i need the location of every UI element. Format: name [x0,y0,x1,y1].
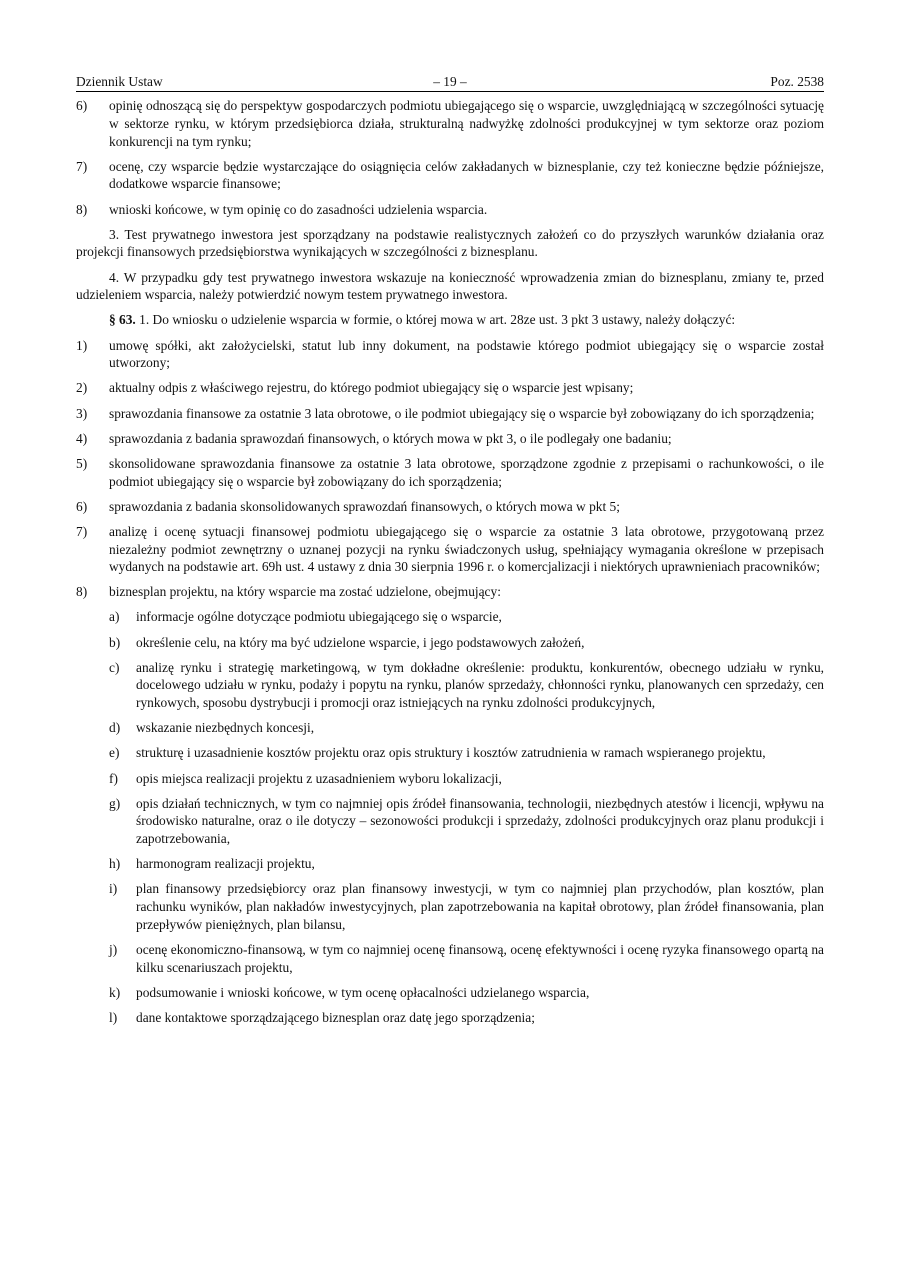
paragraph-3: 3. Test prywatnego inwestora jest sporządzany na podstawie realistycznych założeń co do przyszłych warunków działania oraz projekcji finansowych przedsiębiorstwa wynikających w szczególności z biznesplanu. [76,226,824,260]
subitem-letter: h) [109,856,121,872]
item-number: 5) [76,455,88,471]
item-number: 4) [76,430,88,446]
position-number: Poz. 2538 [770,74,824,89]
item-number: 8) [76,584,88,600]
subitem-text: ocenę ekonomiczno-finansową, w tym co najmniej ocenę finansową, ocenę efektywności i ocenę ryzyka finansowego opartą na kilku scenariuszach projektu, [136,942,824,975]
top-list [76,97,824,218]
subitem-letter: i) [109,881,118,897]
item-number: 6) [76,98,88,113]
business-plan-sublist [76,608,824,1026]
section-63 [76,311,824,329]
sublist-item [109,744,824,762]
sublist-item [109,719,824,737]
list-item [76,498,824,516]
sublist-item [109,659,824,712]
sublist-item [109,1009,824,1027]
item-text: sprawozdania z badania skonsolidowanych sprawozdań finansowych, o których mowa w pkt 5; [109,498,620,514]
subitem-text: opis miejsca realizacji projektu z uzasadnieniem wyboru lokalizacji, [136,770,502,786]
subitem-letter: c) [109,659,120,675]
subitem-letter: a) [109,609,120,625]
item-text: biznesplan projektu, na który wsparcie ma zostać udzielone, obejmujący: [109,584,501,600]
item-text: wnioski końcowe, w tym opinię co do zasadności udzielenia wsparcia. [109,201,488,217]
subitem-letter: l) [109,1010,118,1026]
subitem-text: strukturę i uzasadnienie kosztów projektu oraz opis struktury i kosztów zatrudnienia w ramach wspieranego projektu, [136,745,766,761]
item-text: sprawozdania finansowe za ostatnie 3 lata obrotowe, o ile podmiot ubiegający się o wsparcie był zobowiązany do ich sporządzenia; [109,405,815,421]
subitem-text: analizę rynku i strategię marketingową, w tym dokładne określenie: produktu, konkurentów, obecnego udziału w rynku, docelowego udziału w rynku, podaży i popytu na rynku, planów sprzedaży, chłonności rynku, planowanych cen sprzedaży, cen rynkowych, sposobu dystrybucji i promocji oraz istniejących na rynku zdolności produkcyjnych, [136,659,824,711]
sublist-item [109,855,824,873]
paragraph-4: 4. W przypadku gdy test prywatnego inwestora wskazuje na konieczność wprowadzenia zmian do biznesplanu, zmiany te, przed udzieleniem wsparcia, należy potwierdzić nowym testem prywatnego inwestora. [76,269,824,303]
subitem-letter: b) [109,634,121,650]
item-text: skonsolidowane sprawozdania finansowe za ostatnie 3 lata obrotowe, sporządzone zgodnie z przepisami o rachunkowości, o ile podmiot ubiegający się o wsparcie był zobowiązany do ich sporządzenia; [109,455,824,489]
item-text: aktualny odpis z właściwego rejestru, do którego podmiot ubiegający się o wsparcie jest wpisany; [109,380,634,396]
item-text: umowę spółki, akt założycielski, statut lub inny dokument, na podstawie którego podmiot ubiegający się o wsparcie został utworzony; [109,337,824,371]
item-number: 6) [76,498,88,514]
item-text: sprawozdania z badania sprawozdań finansowych, o których mowa w pkt 3, o ile podlegały one badaniu; [109,430,672,446]
subitem-text: opis działań technicznych, w tym co najmniej opis źródeł finansowania, technologii, niezbędnych atestów i licencji, wpływu na środowisko naturalne, oraz o ile dotyczy – sezonowości produkcji i sprzedaży, zdolności produkcyjnych oraz planu produkcji i zapotrzebowania, [136,795,824,847]
subitem-text: określenie celu, na który ma być udzielone wsparcie, i jego podstawowych założeń, [136,634,585,650]
item-text: analizę i ocenę sytuacji finansowej podmiotu ubiegającego się o wsparcie za ostatnie 3 lata obrotowe, przygotowaną przez niezależny podmiot zewnętrzny o uznanej pozycji na rynku świadczonych usług, spełniający wymagania określone w przepisach wydanych na podstawie art. 69h ust. 4 ustawy z dnia 30 sierpnia 1996 r. o komercjalizacji i niektórych uprawnieniach pracowników; [109,523,824,575]
subitem-letter: k) [109,985,121,1000]
sublist-item [109,770,824,788]
page-number: – 19 – [433,74,467,89]
item-number: 1) [76,337,88,353]
subitem-text: dane kontaktowe sporządzającego biznesplan oraz datę jego sporządzenia; [136,1010,535,1026]
subitem-text: wskazanie niezbędnych koncesji, [136,720,315,736]
main-list [76,337,824,602]
list-item [76,97,824,150]
sublist-item [109,795,824,848]
subitem-letter: d) [109,720,121,736]
page-header [76,73,824,92]
list-item [76,583,824,601]
list-item [76,430,824,448]
item-text: opinię odnoszącą się do perspektyw gospodarczych podmiotu ubiegającego się o wsparcie, uwzględniającą w szczególności sytuację w sektorze rynku, w którym przedsiębiorca działa, strukturalną nadwyżkę zdolności produkcyjnej w tym sektorze oraz poziom konkurencji na tym rynku; [109,98,824,149]
sublist-item [109,634,824,652]
list-item [76,379,824,397]
list-item [76,158,824,194]
list-item [76,455,824,491]
subitem-letter: j) [109,942,118,958]
sublist-item [109,608,824,626]
section-text: 1. Do wniosku o udzielenie wsparcia w formie, o której mowa w art. 28ze ust. 3 pkt 3 ustawy, należy dołączyć: [139,312,736,328]
item-number: 7) [76,158,88,174]
subitem-text: podsumowanie i wnioski końcowe, w tym ocenę opłacalności udzielanego wsparcia, [136,985,590,1000]
sublist-item [109,880,824,933]
subitem-letter: g) [109,795,121,811]
subitem-text: informacje ogólne dotyczące podmiotu ubiegającego się o wsparcie, [136,609,502,625]
item-number: 3) [76,405,88,421]
subitem-letter: e) [109,745,120,761]
list-item [76,201,824,219]
list-item [76,405,824,423]
item-number: 8) [76,201,88,217]
list-item [76,337,824,373]
item-number: 7) [76,523,88,539]
item-text: ocenę, czy wsparcie będzie wystarczające do osiągnięcia celów zakładanych w biznesplanie, czy też konieczne będzie późniejsze, dodatkowe wsparcie finansowe; [109,158,824,192]
list-item [76,523,824,576]
section-label: § 63. [109,312,136,328]
sublist-item [109,984,824,1002]
item-number: 2) [76,380,88,396]
subitem-text: plan finansowy przedsiębiorcy oraz plan finansowy inwestycji, w tym co najmniej plan przychodów, plan kosztów, plan rachunku wyników, plan nakładów inwestycyjnych, plan zapotrzebowania na kapitał obrotowy, plan źródeł finansowania, plan przepływów pieniężnych, plan bilansu, [136,881,824,933]
journal-title: Dziennik Ustaw [76,74,163,89]
subitem-letter: f) [109,770,118,786]
subitem-text: harmonogram realizacji projektu, [136,856,315,872]
sublist-item [109,941,824,977]
